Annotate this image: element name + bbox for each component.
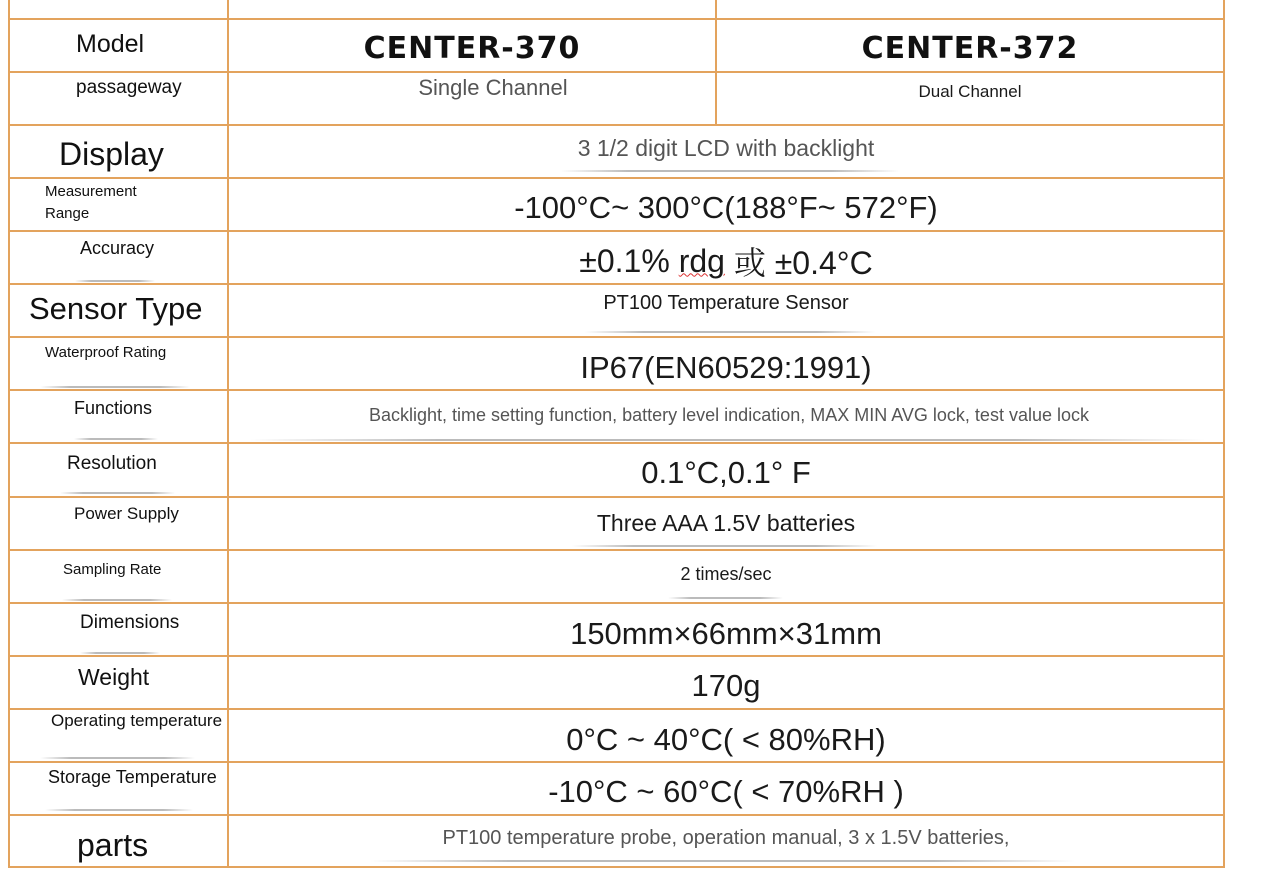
storage-temperature-label: Storage Temperature: [48, 767, 217, 787]
operating-temperature-value: 0°C ~ 40°C( < 80%RH): [566, 722, 886, 757]
sensor-type-label: Sensor Type: [29, 291, 203, 326]
label-underline: [45, 809, 193, 811]
value-underline: [250, 439, 1205, 441]
value-underline: [370, 860, 1075, 862]
waterproof-rating-label: Waterproof Rating: [45, 344, 167, 361]
dimensions-label: Dimensions: [80, 612, 180, 633]
table-border-right: [1223, 0, 1225, 866]
label-underline: [62, 599, 172, 601]
row-divider: [8, 230, 1225, 232]
display-value: 3 1/2 digit LCD with backlight: [577, 134, 875, 161]
dimensions-value: 150mm×66mm×31mm: [570, 616, 882, 651]
channel-a-value: Single Channel: [418, 75, 568, 100]
sampling-rate-label: Sampling Rate: [63, 561, 162, 578]
row-divider: [8, 336, 1225, 338]
accuracy-value: [229, 240, 1223, 282]
operating-temperature-label: Operating temperature: [51, 711, 223, 730]
row-divider: [8, 442, 1225, 444]
measurement-range-value: -100°C~ 300°C(188°F~ 572°F): [514, 190, 938, 225]
value-underline: [668, 597, 783, 599]
row-divider: [8, 866, 1225, 868]
row-divider: [8, 549, 1225, 551]
weight-value: 170g: [691, 668, 761, 703]
row-divider: [8, 814, 1225, 816]
row-divider: [8, 389, 1225, 391]
channel-label: passageway: [76, 77, 182, 98]
table-border-left: [8, 0, 10, 866]
row-divider: [8, 124, 1225, 126]
channel-b-value: Dual Channel: [918, 82, 1022, 101]
row-divider: [8, 496, 1225, 498]
parts-value: PT100 temperature probe, operation manual, 3 x 1.5V batteries,: [442, 826, 1010, 849]
sensor-type-value: PT100 Temperature Sensor: [603, 291, 849, 314]
row-divider: [8, 708, 1225, 710]
label-underline: [40, 757, 195, 759]
sampling-rate-value: 2 times/sec: [680, 563, 772, 584]
row-divider: [8, 283, 1225, 285]
model-label: Model: [76, 30, 145, 58]
measurement-range-label-line1: Measurement: [45, 183, 137, 200]
parts-label: parts: [77, 827, 149, 863]
label-underline: [60, 492, 175, 494]
label-underline: [75, 280, 155, 282]
model-b-name: CENTER-372: [861, 30, 1079, 66]
model-a-name: CENTER-370: [363, 30, 581, 66]
weight-label: Weight: [78, 664, 150, 690]
measurement-range-label-line2: Range: [45, 205, 90, 222]
storage-temperature-value: -10°C ~ 60°C( < 70%RH ): [548, 774, 904, 809]
functions-value: Backlight, time setting function, battery level indication, MAX MIN AVG lock, test value lock: [369, 404, 1089, 425]
accuracy-value-part2: 或 ±0.4°C: [724, 245, 873, 281]
row-divider: [8, 655, 1225, 657]
label-underline: [74, 438, 158, 440]
accuracy-value-rdg: rdg: [678, 242, 725, 279]
row-divider: [8, 602, 1225, 604]
resolution-label: Resolution: [67, 453, 157, 474]
value-underline: [560, 170, 900, 172]
row-divider: [8, 18, 1225, 20]
row-divider: [8, 177, 1225, 179]
power-supply-label: Power Supply: [74, 504, 179, 523]
label-underline: [80, 652, 160, 654]
power-supply-value: Three AAA 1.5V batteries: [596, 509, 856, 536]
resolution-value: 0.1°C,0.1° F: [641, 455, 811, 490]
label-underline: [40, 386, 190, 388]
accuracy-label: Accuracy: [80, 238, 155, 258]
accuracy-value-part1: ±0.1%: [579, 242, 679, 279]
display-label: Display: [59, 136, 164, 172]
waterproof-rating-value: IP67(EN60529:1991): [580, 350, 872, 385]
value-underline: [572, 545, 877, 547]
value-underline: [585, 331, 875, 333]
functions-label: Functions: [74, 398, 153, 418]
row-divider: [8, 761, 1225, 763]
